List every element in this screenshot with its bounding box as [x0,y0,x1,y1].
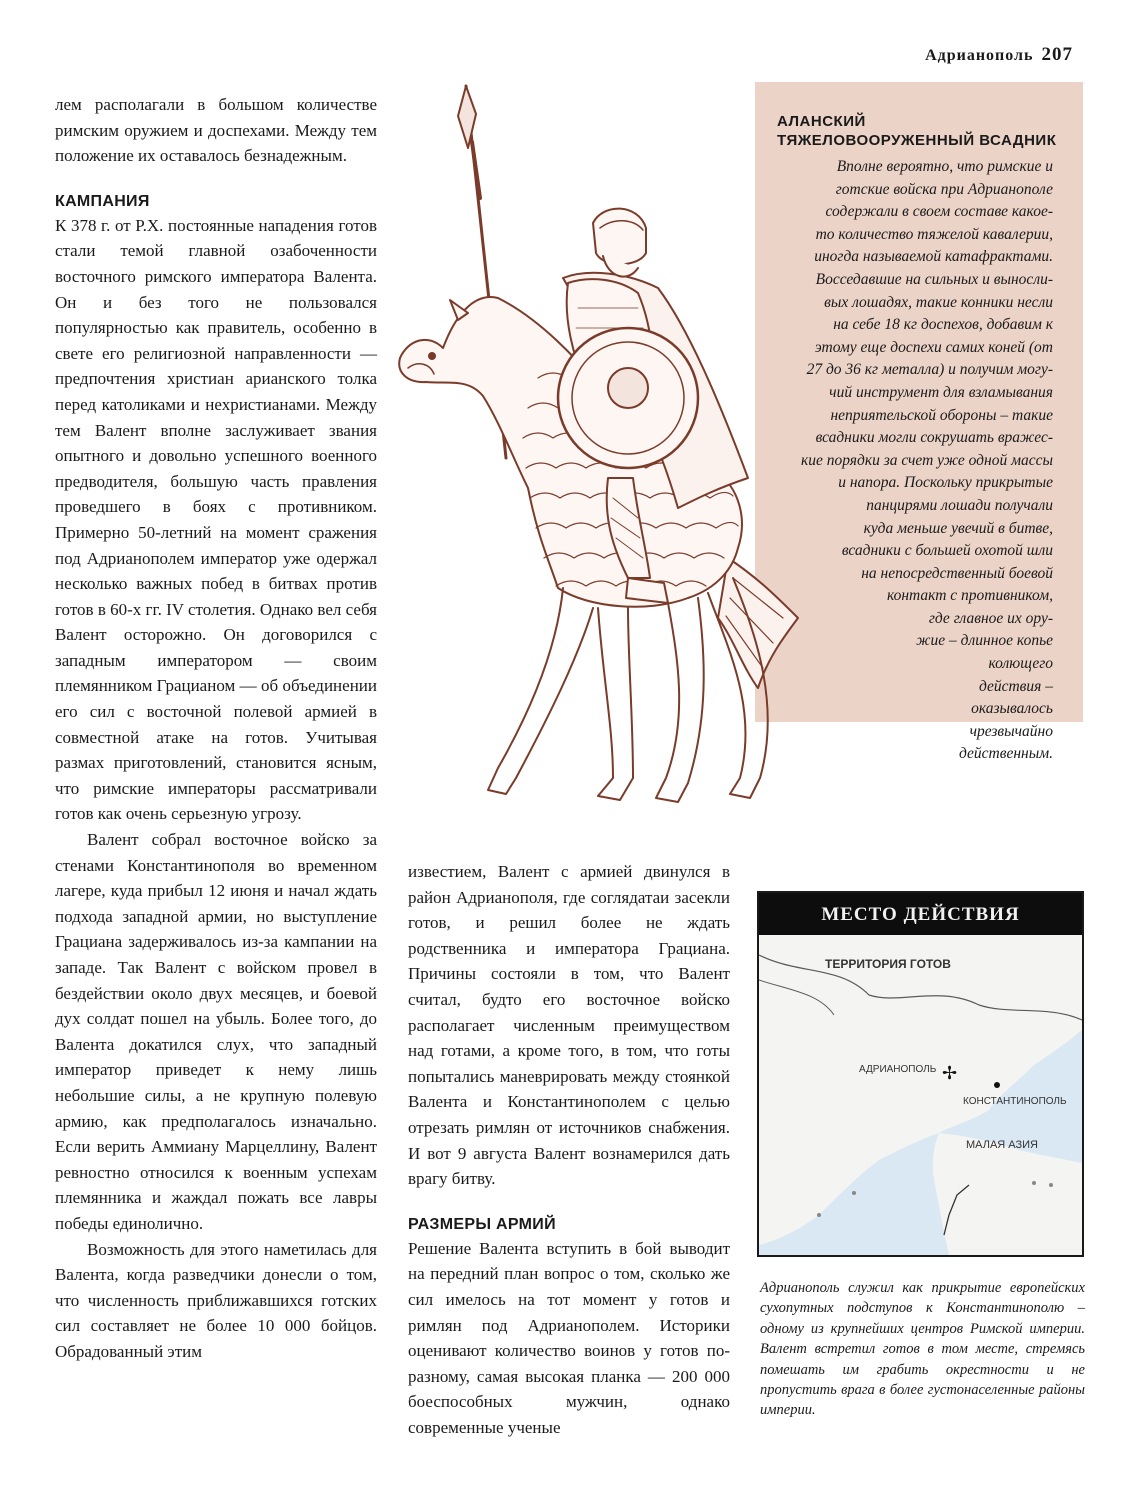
sidebar-title: АЛАНСКИЙ ТЯЖЕЛОВООРУЖЕННЫЙ ВСАДНИК [777,113,1057,149]
map-label-constantinople: КОНСТАНТИНОПОЛЬ [963,1096,1067,1107]
sidebar-text: Вполне вероятно, что римские и готские войска при Адрианополе содержали в своем составе какое- то количество тяжелой кавалерии, иногда называемой катафрактами. Восседавшие на сильных и выносли- вых лошадях, такие конники несли на себе 18 кг доспехов, добавим к этому еще доспехи самих коней (от 27 до 36 кг металла) и получим могу- чий инструмент для взламывания неприятельской обороны – такие всадники могли сокрушать вражес- кие порядки за счет уже одной массы и напора. Поскольку прикрытые панцирями лошади получали куда меньше увечий в битве, всадники с большей охотой шли на непосредственный боевой контакт с противником, где главное их ору- жие – длинное копье колющего действия – оказывалось чрезвычайно действенным. [800,158,1053,763]
map-label-adrianople: АДРИАНОПОЛЬ [859,1064,937,1075]
paragraph: лем располагали в большом количестве римским оружием и доспехами. Между тем положение их оставалось безнадежным. [55,95,377,166]
heading-army-sizes: РАЗМЕРЫ АРМИЙ [408,1215,556,1233]
paragraph: К 378 г. от Р.Х. постоянные нападения готов стали темой главной озабоченности восточного римского императора Валента. Он и без того не пользовался популярностью как правитель, особенно в свете его религиозной направленности — предпочтения христиан арианского толка перед католиками и нехристианами. Между тем Валент вполне заслуживает звания опытного и довольно успешного военного предводителя, большую часть правления проведшего в боях с противником. Примерно 50-летний на момент сражения под Адрианополем император уже одержал несколько важных побед в битвах против готов в 60-х гг. IV столетия. Однако вел себя Валент осторожно. Он договорился с западным императором — своим племянником Грацианом — об объединении его сил с восточной полевой армией в совместной атаке на готов. Учитывая размах приготовлений, становится ясным, что римские императоры рассматривали готов как очень серьезную угрозу. [55,215,377,824]
middle-column [408,859,730,1440]
page-number: 207 [1041,44,1073,65]
left-column [55,92,377,1365]
heading-campaign: КАМПАНИЯ [55,192,150,210]
paragraph: Валент собрал восточное войско за стенами Константинополя во временном лагере, куда прибыл 12 июня и начал ждать подхода западной армии, но выступление Грациана задерживалось из-за кампании на западе. Так Валент с войском провел в бездействии около двух месяцев, и боевой дух солдат пошел на убыль. Более того, до Валента докатился слух, что западный император приведет к нему лишь небольшие силы, а не крупную полевую армию, как предполагалось изначально. Если верить Аммиану Марцеллину, Валент ревностно относился к военным успехам племянника и жаждал пожать все лавры победы единолично. [55,830,377,1233]
map-label-goths: ТЕРРИТОРИЯ ГОТОВ [825,957,951,971]
paragraph: известием, Валент с армией двинулся в район Адрианополя, где соглядатаи засекли готов, и решил более не ждать родственника и императора Грациана. Причины состояли в том, что Валент считал, будто его восточное войско располагает численным преимуществом над готами, а кроме того, в том, что готы попытались маневрировать между стоянкой Валента и Константинополем с целью отрезать римлян от источников снабжения. И вот 9 августа Валент вознамерился дать врагу битву. [408,862,730,1189]
map-title: МЕСТО ДЕЙСТВИЯ [759,893,1082,935]
chapter-title: Адрианополь [925,47,1034,64]
paragraph: Решение Валента вступить в бой выводит на передний план вопрос о том, сколько же сил имелось на тот момент у готов и римлян под Адрианополем. Историки оценивают количество воинов у готов по-разному, самая высокая планка — 200 000 боеспособных мужчин, однако современные ученые [408,1238,730,1437]
map-graphic [759,935,1082,1255]
svg-text:✢: ✢ [942,1063,958,1083]
running-head [925,44,1073,66]
map-label-asia-minor: МАЛАЯ АЗИЯ [966,1139,1039,1151]
paragraph: Возможность для этого наметилась для Валента, когда разведчики донесли о том, что численность приближавшихся готских сил составляет не более 10 000 бойцов. Обрадованный этим [55,1239,377,1361]
map-caption: Адрианополь служил как прикрытие европейских сухопутных подступов к Константинополю – одному из крупнейших центров Римской империи. Валент встретил готов в том месте, стремясь помешать им грабить окрестности и не пропустить врага в более густонаселенные районы империи. [760,1280,1085,1419]
cavalryman-illustration [388,78,808,828]
location-map [757,891,1084,1257]
